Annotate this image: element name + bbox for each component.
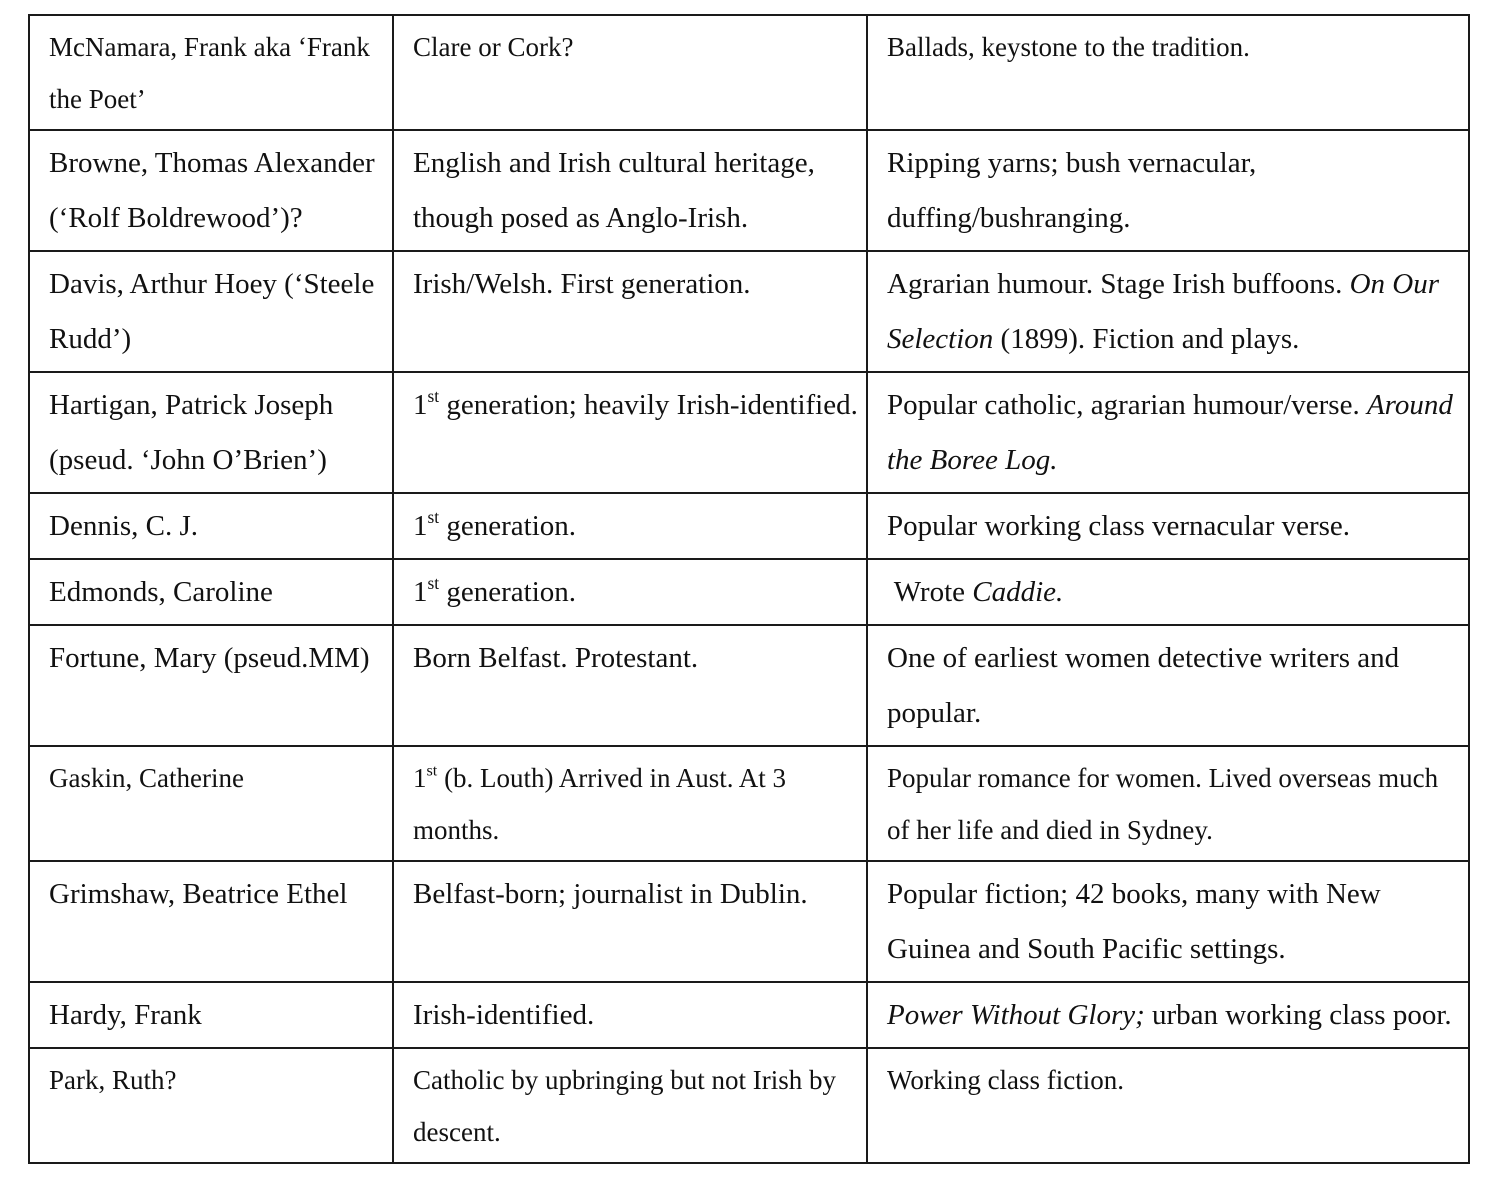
heritage-cell: Catholic by upbringing but not Irish by descent. xyxy=(393,1048,867,1163)
heritage-cell: Irish-identified. xyxy=(393,982,867,1048)
author-cell: Fortune, Mary (pseud.MM) xyxy=(29,625,393,746)
heritage-cell: English and Irish cultural heritage, though posed as Anglo-Irish. xyxy=(393,130,867,251)
author-cell: Hardy, Frank xyxy=(29,982,393,1048)
table-row xyxy=(29,1048,1469,1163)
work-cell: Power Without Glory; urban working class poor. xyxy=(867,982,1469,1048)
table-row xyxy=(29,746,1469,861)
writers-table xyxy=(28,14,1470,1164)
work-cell: One of earliest women detective writers and popular. xyxy=(867,625,1469,746)
author-cell: Grimshaw, Beatrice Ethel xyxy=(29,861,393,982)
author-cell: Gaskin, Catherine xyxy=(29,746,393,861)
table-row xyxy=(29,493,1469,559)
work-cell: Wrote Caddie. xyxy=(867,559,1469,625)
heritage-cell: 1st generation. xyxy=(393,493,867,559)
work-cell: Popular romance for women. Lived overseas much of her life and died in Sydney. xyxy=(867,746,1469,861)
work-cell: Working class fiction. xyxy=(867,1048,1469,1163)
table-row xyxy=(29,861,1469,982)
heritage-cell: Born Belfast. Protestant. xyxy=(393,625,867,746)
work-cell: Ballads, keystone to the tradition. xyxy=(867,15,1469,130)
heritage-cell: 1st generation; heavily Irish-identified. xyxy=(393,372,867,493)
table-row xyxy=(29,251,1469,372)
heritage-cell: Clare or Cork? xyxy=(393,15,867,130)
table-row xyxy=(29,130,1469,251)
author-cell: Edmonds, Caroline xyxy=(29,559,393,625)
work-cell: Popular fiction; 42 books, many with New Guinea and South Pacific settings. xyxy=(867,861,1469,982)
table-row xyxy=(29,15,1469,130)
author-cell: Browne, Thomas Alexander (‘Rolf Boldrewood’)? xyxy=(29,130,393,251)
table-row xyxy=(29,559,1469,625)
table-row xyxy=(29,625,1469,746)
work-cell: Ripping yarns; bush vernacular, duffing/bushranging. xyxy=(867,130,1469,251)
author-cell: Hartigan, Patrick Joseph (pseud. ‘John O’Brien’) xyxy=(29,372,393,493)
heritage-cell: Irish/Welsh. First generation. xyxy=(393,251,867,372)
work-cell: Popular working class vernacular verse. xyxy=(867,493,1469,559)
work-cell: Agrarian humour. Stage Irish buffoons. On Our Selection (1899). Fiction and plays. xyxy=(867,251,1469,372)
author-cell: McNamara, Frank aka ‘Frank the Poet’ xyxy=(29,15,393,130)
table-row xyxy=(29,982,1469,1048)
work-cell: Popular catholic, agrarian humour/verse. Around the Boree Log. xyxy=(867,372,1469,493)
author-cell: Davis, Arthur Hoey (‘Steele Rudd’) xyxy=(29,251,393,372)
heritage-cell: 1st generation. xyxy=(393,559,867,625)
heritage-cell: 1st (b. Louth) Arrived in Aust. At 3 months. xyxy=(393,746,867,861)
heritage-cell: Belfast-born; journalist in Dublin. xyxy=(393,861,867,982)
author-cell: Dennis, C. J. xyxy=(29,493,393,559)
author-cell: Park, Ruth? xyxy=(29,1048,393,1163)
table-row xyxy=(29,372,1469,493)
